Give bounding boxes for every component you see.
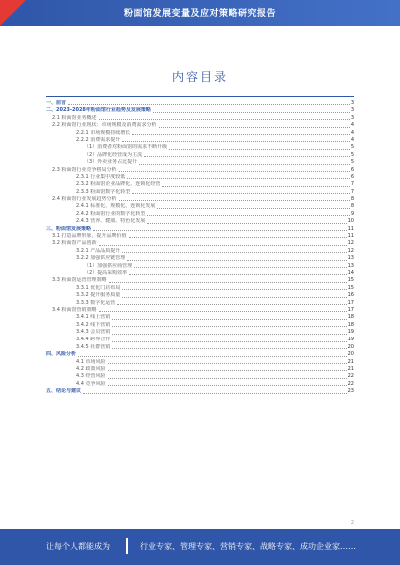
toc-entry-page: 18: [347, 314, 354, 321]
toc-entry-page: 17: [347, 299, 354, 306]
toc-leader-dots: [112, 348, 346, 349]
toc-entry-label: （2）品牌化经营成为主流: [84, 151, 143, 158]
toc-entry-page: 8: [350, 196, 354, 203]
toc-entry[interactable]: [46, 218, 354, 225]
toc-entry-page: 17: [347, 306, 354, 313]
toc-entry-label: 3.2.1 产品品质提升: [76, 247, 121, 254]
toc-top-rule: [46, 96, 354, 97]
toc-leader-dots: [129, 274, 346, 275]
toc-leader-dots: [147, 215, 349, 216]
toc-entry-label: 3.3.2 提升服务质量: [76, 292, 121, 299]
toc-leader-dots: [93, 230, 347, 231]
toc-entry-page: 21: [347, 366, 354, 373]
toc-entry-page: 19: [347, 329, 354, 336]
toc-entry-label: 2.4 粉面馆行业发展趋势分析: [52, 196, 117, 203]
toc-entry-page: 15: [347, 284, 354, 291]
toc-entry-page: 5: [350, 151, 354, 158]
toc-entry-label: 3.3 粉面馆运营管理策略: [52, 277, 107, 284]
toc-entry[interactable]: [46, 329, 354, 336]
toc-entry-label: （2）提高采购效率: [84, 269, 128, 276]
toc-entry-label: 2.3 粉面馆行业竞争格局分析: [52, 166, 117, 173]
toc-entry[interactable]: [46, 337, 354, 344]
toc-entry-label: 4.4 竞争风险: [76, 380, 106, 387]
footer-slogan-left: 让每个人都能成为: [46, 542, 110, 551]
toc-leader-dots: [144, 156, 350, 157]
toc-entry-page: 15: [347, 277, 354, 284]
toc-entry[interactable]: [46, 233, 354, 240]
toc-entry[interactable]: [46, 388, 354, 395]
toc-leader-dots: [122, 289, 346, 290]
toc-entry[interactable]: [46, 137, 354, 144]
toc-entry-page: 7: [350, 188, 354, 195]
toc-entry-label: 3.3.1 优化门店布局: [76, 284, 121, 291]
toc-leader-dots: [122, 252, 346, 253]
toc-entry[interactable]: [46, 152, 354, 159]
toc-entry[interactable]: [46, 226, 354, 233]
toc-leader-dots: [99, 119, 350, 120]
toc-leader-dots: [112, 334, 346, 335]
toc-heading: 内容目录: [171, 70, 228, 84]
toc-entry[interactable]: [46, 107, 354, 114]
toc-leader-dots: [83, 393, 347, 394]
toc-entry-label: 3.2 粉面馆产品创新: [52, 240, 97, 247]
toc-entry[interactable]: [46, 366, 354, 373]
toc-entry[interactable]: [46, 292, 354, 299]
toc-leader-dots: [139, 164, 350, 165]
toc-entry-page: 11: [347, 233, 354, 240]
toc-entry[interactable]: [46, 240, 354, 247]
toc-entry-label: 4.2 政策风险: [76, 366, 106, 373]
toc-entry[interactable]: [46, 130, 354, 137]
toc-entry-label: 2.2.1 市场规模持续增长: [76, 129, 131, 136]
toc-entry-page: 12: [347, 240, 354, 247]
toc-leader-dots: [162, 186, 349, 187]
toc-entry-label: 3.2.2 加强供应链管理: [76, 255, 126, 262]
toc-entry[interactable]: [46, 314, 354, 321]
toc-leader-dots: [127, 178, 350, 179]
toc-entry[interactable]: [46, 100, 354, 107]
toc-leader-dots: [108, 363, 347, 364]
toc-leader-dots: [134, 267, 346, 268]
toc-leader-dots: [109, 282, 347, 283]
toc-entry-page: 22: [347, 373, 354, 380]
toc-leader-dots: [99, 311, 347, 312]
toc-entry-label: 4.1 市场风险: [76, 358, 106, 365]
toc-entry[interactable]: [46, 122, 354, 129]
toc-entry[interactable]: [46, 373, 354, 380]
toc-entry-page: 6: [350, 173, 354, 180]
toc-entry-page: 3: [350, 107, 354, 114]
toc-entry[interactable]: [46, 270, 354, 277]
toc-entry[interactable]: [46, 181, 354, 188]
toc-entry-label: 3.1 打造品牌形象，提升品牌价值: [52, 233, 127, 240]
toc-leader-dots: [99, 245, 347, 246]
toc-entry-page: 18: [347, 321, 354, 328]
toc-entry-label: 三、粉面馆发展策略: [46, 225, 92, 232]
toc-entry[interactable]: [46, 344, 354, 351]
footer-banner: [0, 529, 400, 565]
toc-entry-page: 23: [347, 388, 354, 395]
toc-entry[interactable]: [46, 307, 354, 314]
toc-entry[interactable]: [46, 285, 354, 292]
toc-entry-label: （1）消费者对粉面馆的需求不断升级: [84, 144, 168, 151]
footer-slogan-right: 行业专家、管理专家、营销专家、战略专家、成功企业家……: [140, 542, 356, 551]
toc-entry-label: 2.3.3 粉面馆数字化转型: [76, 188, 131, 195]
toc-leader-dots: [117, 304, 346, 305]
toc-leader-dots: [169, 149, 350, 150]
toc-entry[interactable]: [46, 196, 354, 203]
toc-entry[interactable]: [46, 211, 354, 218]
toc-entry[interactable]: [46, 381, 354, 388]
toc-leader-dots: [119, 171, 350, 172]
toc-entry[interactable]: [46, 248, 354, 255]
toc-entry-label: 2.4.3 营养、健康、特色化发展: [76, 218, 146, 225]
toc-leader-dots: [153, 112, 350, 113]
toc-entry-page: 9: [350, 210, 354, 217]
table-of-contents: [46, 96, 354, 396]
toc-entry-page: 16: [347, 292, 354, 299]
toc-leader-dots: [112, 319, 346, 320]
toc-entry-page: 14: [347, 269, 354, 276]
toc-entry-label: 2.3.1 行业集中度较低: [76, 173, 126, 180]
toc-entry-page: 21: [347, 358, 354, 365]
toc-leader-dots: [122, 141, 350, 142]
toc-entry[interactable]: [46, 255, 354, 262]
toc-entry-page: 20: [347, 343, 354, 350]
toc-entry-page: 3: [350, 114, 354, 121]
toc-entry-label: 3.4.5 社群营销: [76, 343, 111, 350]
toc-entry-page: 11: [347, 225, 354, 232]
footer-divider: [126, 538, 128, 554]
toc-entry-page: 13: [347, 255, 354, 262]
toc-leader-dots: [108, 378, 347, 379]
toc-entry-label: 二、2023-2028年粉面馆行业趋势及发展策略: [46, 107, 151, 114]
toc-entry-label: 3.4.2 线下营销: [76, 321, 111, 328]
toc-entry-label: （3）外卖业务占比提升: [84, 159, 138, 166]
toc-entry-page: 12: [347, 247, 354, 254]
toc-leader-dots: [68, 104, 350, 105]
toc-entry-label: 4.3 经营风险: [76, 373, 106, 380]
toc-entry-page: 13: [347, 262, 354, 269]
toc-entry-page: 3: [350, 100, 354, 106]
toc-entry[interactable]: [46, 174, 354, 181]
toc-entry-label: 3.4 粉面馆营销策略: [52, 306, 97, 313]
toc-entry-page: 4: [350, 129, 354, 136]
toc-entry-page: 8: [350, 203, 354, 210]
toc-entry[interactable]: [46, 263, 354, 270]
report-header: [0, 0, 400, 28]
toc-leader-dots: [122, 297, 346, 298]
toc-entry[interactable]: [46, 322, 354, 329]
toc-leader-dots: [108, 370, 347, 371]
toc-entry-label: 2.2.2 消费需求提升: [76, 136, 121, 143]
toc-entry-label: 一、前言: [46, 100, 67, 106]
toc-leader-dots: [112, 341, 346, 342]
toc-leader-dots: [112, 326, 346, 327]
toc-entry[interactable]: [46, 203, 354, 210]
toc-leader-dots: [157, 208, 349, 209]
toc-entry-page: 20: [347, 351, 354, 358]
toc-entry-label: 2.1 粉面馆业务概述: [52, 114, 97, 121]
toc-leader-dots: [78, 356, 347, 357]
toc-entry-page: 6: [350, 166, 354, 173]
toc-entry[interactable]: [46, 189, 354, 196]
toc-entry[interactable]: [46, 167, 354, 174]
toc-leader-dots: [132, 193, 350, 194]
toc-entry-label: 五、结论与建议: [46, 388, 82, 395]
toc-entry-page: 5: [350, 159, 354, 166]
toc-entry[interactable]: [46, 144, 354, 151]
toc-entry-page: 4: [350, 136, 354, 143]
toc-entry-label: 2.2 粉面馆行业现状：市场规模及消费需求分析: [52, 122, 157, 129]
toc-leader-dots: [129, 237, 347, 238]
toc-entry-page: 19: [347, 336, 354, 343]
toc-entry-label: 3.4.3 会员营销: [76, 329, 111, 336]
toc-entry-page: 4: [350, 122, 354, 129]
page-number: 2: [350, 520, 354, 526]
toc-entry-label: （1）加强供应商管理: [84, 262, 133, 269]
report-title: 粉面馆发展变量及应对策略研究报告: [123, 9, 276, 19]
toc-entry-label: 2.4.1 标准化、规模化、连锁化发展: [76, 203, 156, 210]
toc-leader-dots: [147, 223, 346, 224]
toc-entry-page: 7: [350, 181, 354, 188]
toc-entry-label: 3.4.1 线上营销: [76, 314, 111, 321]
toc-entry-label: 2.4.2 粉面馆行业的数字化转型: [76, 210, 146, 217]
toc-leader-dots: [119, 200, 350, 201]
toc-entry[interactable]: [46, 159, 354, 166]
toc-entry-label: 2.3.2 粉面馆企业品牌化、连锁化经营: [76, 181, 161, 188]
toc-entry-label: 3.3.3 数字化运营: [76, 299, 116, 306]
toc-entry-label: 3.4.4 跨界合作: [76, 336, 111, 343]
toc-entry-page: 10: [347, 218, 354, 225]
toc-entry[interactable]: [46, 115, 354, 122]
toc-leader-dots: [127, 260, 346, 261]
toc-entry[interactable]: [46, 300, 354, 307]
toc-entry-label: 四、风险分析: [46, 351, 77, 358]
toc-entry-page: 22: [347, 380, 354, 387]
toc-entry[interactable]: [46, 351, 354, 358]
toc-leader-dots: [159, 127, 350, 128]
toc-entry[interactable]: [46, 277, 354, 284]
toc-entry[interactable]: [46, 359, 354, 366]
toc-leader-dots: [132, 134, 350, 135]
toc-entry-page: 5: [350, 144, 354, 151]
toc-leader-dots: [108, 385, 347, 386]
